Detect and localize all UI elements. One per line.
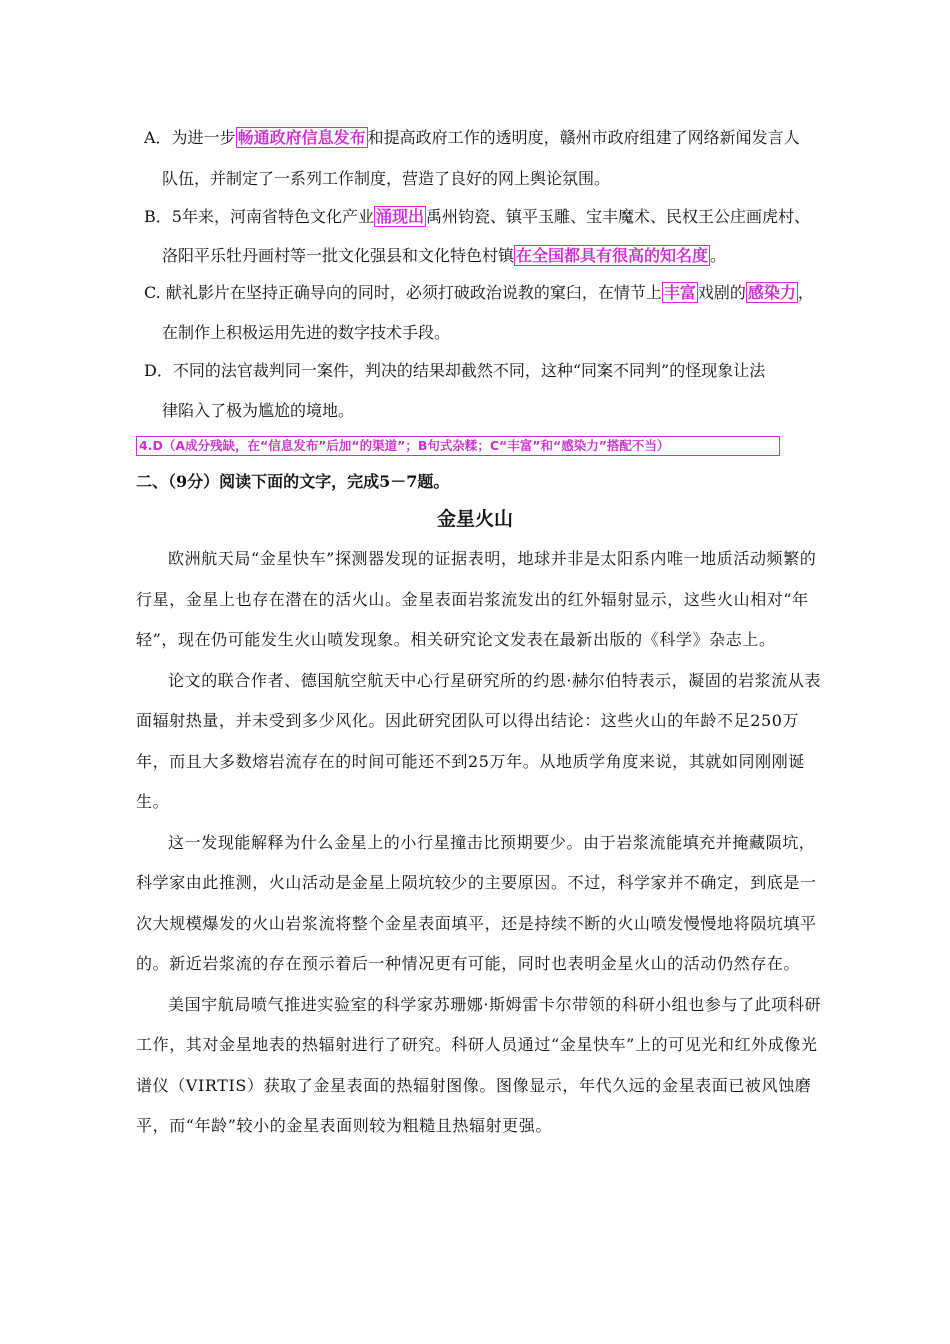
option-c-text-end: ， — [797, 283, 814, 302]
option-c-text-mid: 戏剧的 — [697, 283, 746, 302]
option-c-line-2: 在制作上积极运用先进的数字技术手段。 — [162, 323, 451, 342]
option-c-marked-phrase-1: 丰富 — [663, 283, 696, 302]
option-b-marked-phrase-1: 涌现出 — [375, 207, 424, 226]
option-a-line-2: 队伍，并制定了一系列工作制度，营造了良好的网上舆论氛围。 — [162, 169, 611, 188]
option-c-marked-phrase-2: 感染力 — [747, 283, 796, 302]
option-b-line-2 — [162, 245, 726, 267]
option-b-line-1 — [144, 206, 810, 228]
option-c-line-1 — [144, 282, 814, 304]
option-a-marked-phrase: 畅通政府信息发布 — [237, 128, 366, 147]
article-title: 金星火山 — [436, 508, 513, 530]
option-a-text: A．为进一步 — [144, 128, 236, 147]
section-heading: 二、（9分）阅读下面的文字，完成5－7题。 — [136, 472, 450, 491]
option-c-text: C. 献礼影片在坚持正确导向的同时，必须打破政治说教的窠臼，在情节上 — [144, 283, 662, 302]
article-paragraph-3: 这一发现能解释为什么金星上的小行星撞击比预期要少。由于岩浆流能填充并掩藏陨坑，科学家由此推测，火山活动是金星上陨坑较少的主要原因。不过，科学家并不确定，到底是一次大规模爆发的火山岩浆流将整个金星表面填平，还是持续不断的火山喷发慢慢地将陨坑填平的。新近岩浆流的存在预示着后一种情况更有可能，同时也表明金星火山的活动仍然存在。 — [136, 832, 817, 973]
option-b-text-2: 洛阳平乐牡丹画村等一批文化强县和文化特色村镇 — [162, 246, 515, 265]
article-paragraph-1: 欧洲航天局“金星快车”探测器发现的证据表明，地球并非是太阳系内唯一地质活动频繁的行星，金星上也存在潜在的活火山。金星表面岩浆流发出的红外辐射显示，这些火山相对“年轻”，现在仍可能发生火山喷发现象。相关研究论文发表在最新出版的《科学》杂志上。 — [136, 549, 817, 649]
option-a-text-cont: 和提高政府工作的透明度，赣州市政府组建了网络新闻发言人 — [367, 128, 800, 147]
option-a-line-1 — [144, 127, 800, 149]
article-body — [136, 539, 826, 1147]
option-d-line-1: D．不同的法官裁判同一案件，判决的结果却截然不同，这种“同案不同判”的怪现象让法 — [144, 361, 766, 380]
article-paragraph-2: 论文的联合作者、德国航空航天中心行星研究所的约恩·赫尔伯特表示，凝固的岩浆流从表面辐射热量，并未受到多少风化。因此研究团队可以得出结论：这些火山的年龄不足250万年，而且大多数熔岩流存在的时间可能还不到25万年。从地质学角度来说，其就如同刚刚诞生。 — [136, 670, 822, 811]
option-d-line-2: 律陷入了极为尴尬的境地。 — [162, 401, 355, 420]
option-b-text-end: 。 — [710, 246, 727, 265]
answer-box: 4.D（A成分残缺，在“信息发布”后加“的渠道”；B句式杂糅；C“丰富”和“感染力”搭配不当） — [136, 436, 780, 456]
option-b-text-cont: 禹州钧瓷、镇平玉雕、宝丰魔术、民权王公庄画虎村、 — [425, 207, 810, 226]
article-paragraph-4: 美国宇航局喷气推进实验室的科学家苏珊娜·斯姆雷卡尔带领的科研小组也参与了此项科研工作，其对金星地表的热辐射进行了研究。科研人员通过“金星快车”上的可见光和红外成像光谱仪（VIRTIS）获取了金星表面的热辐射图像。图像显示，年代久远的金星表面已被风蚀磨平，而“年龄”较小的金星表面则较为粗糙且热辐射更强。 — [136, 994, 822, 1135]
option-b-text: B．5年来，河南省特色文化产业 — [144, 207, 374, 226]
option-b-marked-phrase-2: 在全国都具有很高的知名度 — [516, 246, 709, 265]
